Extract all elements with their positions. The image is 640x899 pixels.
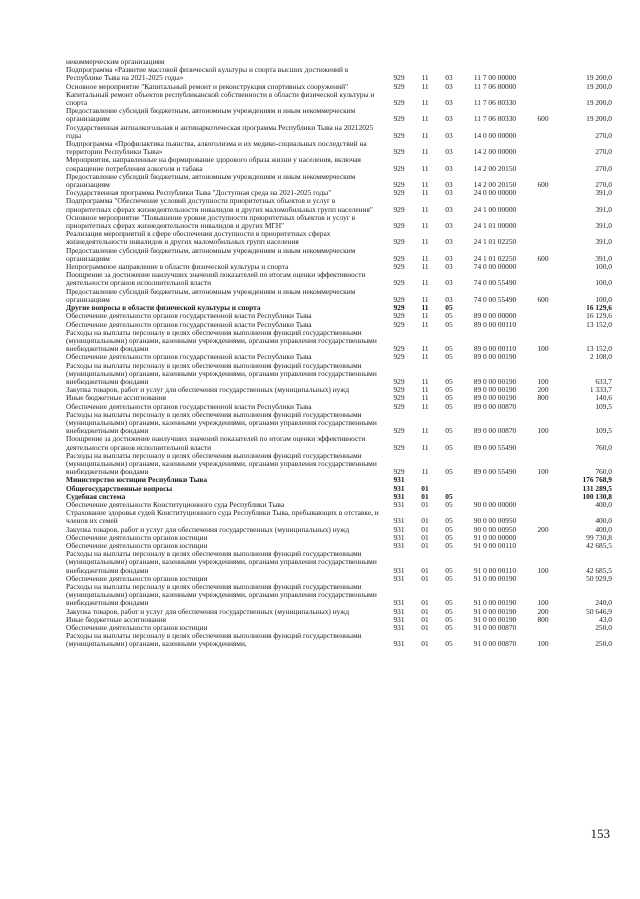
row-name: Подпрограмма "Обеспечение условий доступности приоритетных объектов и услуг в приоритетных сферах жизнедеятельности инвалидов и других маломобильных групп населения" xyxy=(66,196,373,214)
cell-amount: 50 646,9 xyxy=(586,606,612,616)
cell-target-article: 89 0 00 00190 xyxy=(473,393,517,403)
table-row xyxy=(66,140,612,156)
row-name: Обеспечение деятельности органов государственной власти Республики Тыва xyxy=(66,311,312,321)
row-name: Страхование здоровья судей Конституционного суда Республики Тыва, пребывающих в отставке, и членов их семей xyxy=(66,508,379,526)
cell-ved-code: 929 xyxy=(393,376,405,386)
cell-amount: 2 108,0 xyxy=(589,352,612,362)
cell-target-article: 90 0 00 00950 xyxy=(473,516,517,526)
cell-amount: 391,0 xyxy=(595,237,612,247)
cell-target-article: 24 1 01 02250 xyxy=(473,253,517,263)
cell-section-code: 01 xyxy=(421,491,429,501)
cell-expense-type: 100 xyxy=(537,344,549,354)
budget-table xyxy=(66,58,612,649)
table-row xyxy=(66,156,612,172)
table-row xyxy=(66,91,612,107)
cell-subsection-code: 05 xyxy=(445,623,453,633)
row-name: Закупка товаров, работ и услуг для обеспечения государственных (муниципальных) нужд xyxy=(66,606,350,616)
table-row xyxy=(66,452,612,477)
row-name: Закупка товаров, работ и услуг для обеспечения государственных (муниципальных) нужд xyxy=(66,524,350,534)
cell-expense-type: 200 xyxy=(537,606,549,616)
row-name: Расходы на выплаты персоналу в целях обеспечения выполнения функций государственными (муниципальными) органами, казенными учреждениями, органами управления государственными внебюджетными фондами xyxy=(66,360,377,386)
cell-target-article: 89 0 00 00190 xyxy=(473,352,517,362)
cell-amount: 270,0 xyxy=(595,180,612,190)
cell-section-code: 11 xyxy=(421,73,429,83)
cell-target-article: 74 0 00 55490 xyxy=(473,278,517,288)
row-name: некоммерческим организациям xyxy=(66,57,165,66)
cell-ved-code: 929 xyxy=(393,73,405,83)
cell-subsection-code: 03 xyxy=(445,237,453,247)
table-row xyxy=(66,247,612,263)
row-name: Расходы на выплаты персоналу в целях обеспечения выполнения функций государственными (муниципальными) органами, казенными учреждениями, xyxy=(66,631,362,649)
table-row xyxy=(66,173,612,189)
cell-ved-code: 931 xyxy=(393,639,405,649)
cell-section-code: 11 xyxy=(421,401,429,411)
cell-amount: 109,5 xyxy=(595,401,612,411)
cell-section-code: 11 xyxy=(421,385,429,395)
cell-subsection-code: 03 xyxy=(445,221,453,231)
cell-section-code: 11 xyxy=(421,426,429,436)
cell-section-code: 11 xyxy=(421,311,429,321)
cell-amount: 42 685,5 xyxy=(586,565,612,575)
cell-ved-code: 929 xyxy=(393,385,405,395)
cell-subsection-code: 03 xyxy=(445,253,453,263)
row-name: Поощрение за достижение наилучших значений показателей по итогам оценки эффективности деятельности органов исполнительной власти xyxy=(66,434,366,452)
cell-ved-code: 931 xyxy=(393,598,405,608)
row-name: Расходы на выплаты персоналу в целях обеспечения выполнения функций государственными (муниципальными) органами, казенными учреждениями, органами управления государственными внебюджетными фондами xyxy=(66,450,377,477)
cell-target-article: 90 0 00 00000 xyxy=(473,499,517,509)
cell-section-code: 11 xyxy=(421,237,429,247)
row-name: Закупка товаров, работ и услуг для обеспечения государственных (муниципальных) нужд xyxy=(66,385,350,395)
cell-target-article: 14 0 00 00000 xyxy=(473,130,517,140)
cell-subsection-code: 05 xyxy=(445,442,453,452)
cell-expense-type: 100 xyxy=(537,565,549,575)
cell-amount: 1 333,7 xyxy=(589,385,612,395)
cell-target-article: 11 7 06 00330 xyxy=(473,114,517,124)
cell-target-article: 89 0 00 00190 xyxy=(473,385,517,395)
cell-subsection-code: 03 xyxy=(445,130,453,140)
cell-subsection-code: 05 xyxy=(445,540,453,550)
cell-amount: 391,0 xyxy=(595,204,612,214)
cell-expense-type: 800 xyxy=(537,393,549,403)
cell-expense-type: 200 xyxy=(537,524,549,534)
table-row xyxy=(66,509,612,525)
table-row xyxy=(66,329,612,354)
cell-subsection-code: 05 xyxy=(445,499,453,509)
cell-ved-code: 931 xyxy=(393,475,405,485)
cell-target-article: 14 2 00 20150 xyxy=(473,180,517,190)
cell-ved-code: 931 xyxy=(393,483,405,493)
row-name: Реализация мероприятий в сфере обеспечения доступности в приоритетных сферах жизнедеятельности инвалидов и других маломобильных групп населения xyxy=(66,229,331,247)
cell-section-code: 11 xyxy=(421,376,429,386)
row-name: Обеспечение деятельности органов юстиции xyxy=(66,623,208,633)
cell-subsection-code: 05 xyxy=(445,376,453,386)
row-name: Предоставление субсидий бюджетным, автономным учреждениям и иным некоммерческим организациям xyxy=(66,171,356,190)
cell-ved-code: 929 xyxy=(393,311,405,321)
cell-target-article: 91 0 00 00190 xyxy=(473,614,517,624)
cell-ved-code: 931 xyxy=(393,540,405,550)
cell-subsection-code: 05 xyxy=(445,606,453,616)
cell-subsection-code: 03 xyxy=(445,204,453,214)
cell-subsection-code: 05 xyxy=(445,491,453,501)
row-name: Иные бюджетные ассигнования xyxy=(66,614,167,624)
cell-amount: 391,0 xyxy=(595,221,612,231)
cell-expense-type: 100 xyxy=(537,598,549,608)
cell-section-code: 11 xyxy=(421,303,429,313)
cell-amount: 391,0 xyxy=(595,188,612,198)
cell-amount: 50 929,9 xyxy=(586,573,612,583)
cell-target-article: 24 0 00 00000 xyxy=(473,188,517,198)
cell-ved-code: 931 xyxy=(393,491,405,501)
cell-amount: 100 130,8 xyxy=(582,491,612,501)
cell-amount: 391,0 xyxy=(595,253,612,263)
cell-subsection-code: 03 xyxy=(445,73,453,83)
cell-ved-code: 931 xyxy=(393,499,405,509)
row-name: Обеспечение деятельности органов юстиции xyxy=(66,532,208,542)
cell-expense-type: 800 xyxy=(537,614,549,624)
table-row xyxy=(66,66,612,82)
row-name: Основное мероприятие "Капитальный ремонт и реконструкция спортивных сооружений" xyxy=(66,81,349,91)
cell-subsection-code: 03 xyxy=(445,114,453,124)
table-row xyxy=(66,107,612,123)
cell-target-article: 90 0 00 00950 xyxy=(473,524,517,534)
cell-subsection-code: 05 xyxy=(445,614,453,624)
cell-ved-code: 929 xyxy=(393,319,405,329)
cell-target-article: 91 0 00 00870 xyxy=(473,623,517,633)
row-name: Подпрограмма «Развитие массовой физической культуры и спорта высших достижений в Республике Тыва на 2021-2025 годы» xyxy=(66,65,349,83)
row-name: Другие вопросы в области физической культуры и спорта xyxy=(66,303,261,313)
cell-amount: 19 200,0 xyxy=(586,73,612,83)
cell-subsection-code: 05 xyxy=(445,524,453,534)
cell-target-article: 89 0 00 00870 xyxy=(473,426,517,436)
cell-subsection-code: 03 xyxy=(445,188,453,198)
cell-amount: 13 152,0 xyxy=(586,344,612,354)
cell-amount: 400,0 xyxy=(595,499,612,509)
cell-subsection-code: 05 xyxy=(445,385,453,395)
row-name: Обеспечение деятельности органов государственной власти Республики Тыва xyxy=(66,352,312,362)
cell-section-code: 11 xyxy=(421,467,429,477)
cell-section-code: 11 xyxy=(421,262,429,272)
cell-amount: 13 152,0 xyxy=(586,319,612,329)
cell-amount: 270,0 xyxy=(595,147,612,157)
cell-section-code: 11 xyxy=(421,147,429,157)
cell-section-code: 01 xyxy=(421,516,429,526)
cell-amount: 400,0 xyxy=(595,524,612,534)
cell-ved-code: 929 xyxy=(393,294,405,304)
cell-ved-code: 929 xyxy=(393,204,405,214)
cell-ved-code: 931 xyxy=(393,532,405,542)
cell-target-article: 89 0 00 00110 xyxy=(473,319,517,329)
table-row xyxy=(66,288,612,304)
cell-subsection-code: 05 xyxy=(445,401,453,411)
cell-section-code: 01 xyxy=(421,614,429,624)
cell-ved-code: 929 xyxy=(393,352,405,362)
table-row xyxy=(66,271,612,287)
cell-section-code: 01 xyxy=(421,598,429,608)
row-name: Расходы на выплаты персоналу в целях обеспечения выполнения функций государственными (муниципальными) органами, казенными учреждениями, органами управления государственными внебюджетными фондами xyxy=(66,327,377,354)
cell-expense-type: 600 xyxy=(537,180,549,190)
table-row xyxy=(66,485,612,493)
cell-section-code: 01 xyxy=(421,540,429,550)
cell-ved-code: 929 xyxy=(393,188,405,198)
row-name: Обеспечение деятельности органов государственной власти Республики Тыва xyxy=(66,319,312,329)
table-row xyxy=(66,632,612,648)
cell-section-code: 11 xyxy=(421,98,429,108)
cell-ved-code: 929 xyxy=(393,344,405,354)
cell-section-code: 11 xyxy=(421,163,429,173)
cell-subsection-code: 03 xyxy=(445,163,453,173)
cell-ved-code: 929 xyxy=(393,130,405,140)
cell-section-code: 11 xyxy=(421,180,429,190)
cell-section-code: 11 xyxy=(421,352,429,362)
cell-target-article: 91 0 00 00000 xyxy=(473,532,517,542)
row-name: Иные бюджетные ассигнования xyxy=(66,393,167,403)
cell-subsection-code: 05 xyxy=(445,311,453,321)
cell-amount: 760,0 xyxy=(595,467,612,477)
row-name: Обеспечение деятельности органов юстиции xyxy=(66,573,208,583)
cell-section-code: 11 xyxy=(421,204,429,214)
cell-target-article: 91 0 00 00190 xyxy=(473,573,517,583)
cell-subsection-code: 05 xyxy=(445,639,453,649)
cell-ved-code: 929 xyxy=(393,303,405,313)
table-row xyxy=(66,362,612,387)
cell-ved-code: 931 xyxy=(393,573,405,583)
cell-target-article: 89 0 00 00190 xyxy=(473,376,517,386)
cell-ved-code: 931 xyxy=(393,606,405,616)
table-row xyxy=(66,550,612,575)
row-name: Основное мероприятие "Повышение уровня доступности приоритетных объектов и услуг в приоритетных сферах жизнедеятельности инвалидов и других МГН" xyxy=(66,212,356,231)
cell-amount: 760,0 xyxy=(595,442,612,452)
cell-amount: 400,0 xyxy=(595,516,612,526)
cell-amount: 100,0 xyxy=(595,294,612,304)
cell-subsection-code: 05 xyxy=(445,319,453,329)
table-row xyxy=(66,214,612,230)
cell-target-article: 89 0 00 55490 xyxy=(473,442,517,452)
cell-subsection-code: 05 xyxy=(445,598,453,608)
table-row xyxy=(66,411,612,436)
cell-ved-code: 931 xyxy=(393,614,405,624)
cell-amount: 99 730,8 xyxy=(586,532,612,542)
cell-subsection-code: 05 xyxy=(445,303,453,313)
cell-amount: 16 129,6 xyxy=(586,303,612,313)
cell-target-article: 91 0 00 00190 xyxy=(473,598,517,608)
cell-expense-type: 100 xyxy=(537,376,549,386)
row-name: Предоставление субсидий бюджетным, автономным учреждениям и иным некоммерческим организациям xyxy=(66,106,356,124)
cell-subsection-code: 05 xyxy=(445,532,453,542)
cell-target-article: 24 1 00 00000 xyxy=(473,204,517,214)
cell-ved-code: 929 xyxy=(393,147,405,157)
cell-section-code: 01 xyxy=(421,532,429,542)
row-name: Государственная антиалкогольная и антинаркотическая программа Республики Тыва на 20212025 годы xyxy=(66,122,374,140)
row-name: Государственная программа Республики Тыва "Доступная среда на 2021-2025 годы" xyxy=(66,188,332,198)
row-name: Непрограммное направление в области физической культуры и спорта xyxy=(66,262,289,272)
cell-amount: 100,0 xyxy=(595,278,612,288)
cell-subsection-code: 03 xyxy=(445,278,453,288)
cell-amount: 250,0 xyxy=(595,639,612,649)
row-name: Капитальный ремонт объектов республиканской собственности в области физической культуры и спорта xyxy=(66,89,375,108)
cell-target-article: 11 7 06 00000 xyxy=(473,81,517,91)
cell-ved-code: 929 xyxy=(393,114,405,124)
cell-subsection-code: 03 xyxy=(445,147,453,157)
cell-target-article: 91 0 00 00870 xyxy=(473,639,517,649)
cell-amount: 109,5 xyxy=(595,426,612,436)
row-name: Предоставление субсидий бюджетным, автономным учреждениям и иным некоммерческим организациям xyxy=(66,245,356,263)
cell-subsection-code: 05 xyxy=(445,352,453,362)
cell-expense-type: 100 xyxy=(537,467,549,477)
row-name: Мероприятия, направленные на формирование здорового образа жизни у населения, включая сокращение потребления алкоголя и табака xyxy=(66,155,361,173)
cell-section-code: 01 xyxy=(421,606,429,616)
cell-amount: 140,6 xyxy=(595,393,612,403)
row-name: Министерство юстиции Республики Тыва xyxy=(66,475,208,485)
row-name: Поощрение за достижение наилучших значений показателей по итогам оценки эффективности деятельности органов исполнительной власти xyxy=(66,270,366,288)
cell-target-article: 91 0 00 00110 xyxy=(473,565,517,575)
cell-section-code: 11 xyxy=(421,393,429,403)
row-name: Обеспечение деятельности органов государственной власти Республики Тыва xyxy=(66,401,312,411)
cell-ved-code: 929 xyxy=(393,221,405,231)
cell-section-code: 11 xyxy=(421,294,429,304)
cell-target-article: 11 7 06 00330 xyxy=(473,98,517,108)
cell-amount: 100,0 xyxy=(595,262,612,272)
cell-ved-code: 929 xyxy=(393,426,405,436)
table-row xyxy=(66,583,612,608)
cell-ved-code: 929 xyxy=(393,278,405,288)
cell-subsection-code: 05 xyxy=(445,426,453,436)
cell-subsection-code: 05 xyxy=(445,344,453,354)
row-name: Обеспечение деятельности органов юстиции xyxy=(66,540,208,550)
table-row xyxy=(66,230,612,246)
cell-amount: 19 200,0 xyxy=(586,81,612,91)
cell-section-code: 11 xyxy=(421,114,429,124)
cell-ved-code: 929 xyxy=(393,262,405,272)
cell-target-article: 89 0 00 00870 xyxy=(473,401,517,411)
cell-expense-type: 600 xyxy=(537,294,549,304)
cell-ved-code: 929 xyxy=(393,237,405,247)
cell-subsection-code: 03 xyxy=(445,81,453,91)
row-name: Обеспечение деятельности Конституционного суда Республики Тыва xyxy=(66,499,285,509)
cell-target-article: 14 2 00 00000 xyxy=(473,147,517,157)
cell-target-article: 24 1 01 02250 xyxy=(473,237,517,247)
cell-expense-type: 100 xyxy=(537,639,549,649)
cell-amount: 250,0 xyxy=(595,623,612,633)
cell-ved-code: 929 xyxy=(393,163,405,173)
cell-target-article: 89 0 00 00110 xyxy=(473,344,517,354)
cell-ved-code: 929 xyxy=(393,393,405,403)
cell-subsection-code: 05 xyxy=(445,565,453,575)
cell-ved-code: 931 xyxy=(393,524,405,534)
cell-subsection-code: 05 xyxy=(445,393,453,403)
cell-subsection-code: 03 xyxy=(445,294,453,304)
row-name: Общегосударственные вопросы xyxy=(66,483,173,493)
cell-section-code: 01 xyxy=(421,573,429,583)
cell-section-code: 11 xyxy=(421,221,429,231)
cell-section-code: 11 xyxy=(421,442,429,452)
cell-ved-code: 929 xyxy=(393,180,405,190)
cell-section-code: 11 xyxy=(421,344,429,354)
cell-amount: 270,0 xyxy=(595,130,612,140)
cell-expense-type: 200 xyxy=(537,385,549,395)
cell-expense-type: 100 xyxy=(537,426,549,436)
cell-amount: 19 200,0 xyxy=(586,114,612,124)
cell-subsection-code: 05 xyxy=(445,467,453,477)
row-name: Подпрограмма «Профилактика пьянства, алкоголизма и их медико-социальных последствий на территории Республики Тыва» xyxy=(66,139,367,157)
cell-amount: 16 129,6 xyxy=(586,311,612,321)
row-name: Предоставление субсидий бюджетным, автономным учреждениям и иным некоммерческим организациям xyxy=(66,286,356,304)
table-row xyxy=(66,124,612,140)
table-row xyxy=(66,197,612,213)
cell-target-article: 24 1 01 00000 xyxy=(473,221,517,231)
cell-amount: 633,7 xyxy=(595,376,612,386)
cell-ved-code: 929 xyxy=(393,253,405,263)
cell-subsection-code: 03 xyxy=(445,98,453,108)
cell-target-article: 91 0 00 00190 xyxy=(473,606,517,616)
cell-amount: 176 768,9 xyxy=(582,475,612,485)
cell-target-article: 89 0 00 55490 xyxy=(473,467,517,477)
cell-ved-code: 929 xyxy=(393,442,405,452)
table-row xyxy=(66,435,612,451)
cell-target-article: 11 7 00 00000 xyxy=(473,73,517,83)
cell-section-code: 11 xyxy=(421,253,429,263)
cell-target-article: 91 0 00 00110 xyxy=(473,540,517,550)
cell-target-article: 89 0 00 00000 xyxy=(473,311,517,321)
cell-ved-code: 929 xyxy=(393,98,405,108)
row-name: Расходы на выплаты персоналу в целях обеспечения выполнения функций государственными (муниципальными) органами, казенными учреждениями, органами управления государственными внебюджетными фондами xyxy=(66,582,377,608)
cell-target-article: 14 2 00 20150 xyxy=(473,163,517,173)
cell-ved-code: 929 xyxy=(393,401,405,411)
cell-section-code: 11 xyxy=(421,319,429,329)
cell-amount: 131 289,5 xyxy=(582,483,612,493)
cell-ved-code: 931 xyxy=(393,516,405,526)
cell-section-code: 01 xyxy=(421,483,429,493)
cell-section-code: 01 xyxy=(421,565,429,575)
cell-subsection-code: 05 xyxy=(445,573,453,583)
cell-expense-type: 600 xyxy=(537,253,549,263)
cell-ved-code: 931 xyxy=(393,565,405,575)
row-name: Расходы на выплаты персоналу в целях обеспечения выполнения функций государственными (муниципальными) органами, казенными учреждениями, органами управления государственными внебюджетными фондами xyxy=(66,549,377,575)
row-name: Судебная система xyxy=(66,491,126,501)
cell-section-code: 11 xyxy=(421,130,429,140)
cell-subsection-code: 05 xyxy=(445,516,453,526)
cell-section-code: 01 xyxy=(421,623,429,633)
cell-subsection-code: 03 xyxy=(445,180,453,190)
cell-amount: 43,0 xyxy=(599,614,612,624)
cell-section-code: 11 xyxy=(421,81,429,91)
cell-section-code: 01 xyxy=(421,639,429,649)
cell-section-code: 01 xyxy=(421,499,429,509)
cell-ved-code: 931 xyxy=(393,623,405,633)
cell-section-code: 11 xyxy=(421,278,429,288)
cell-section-code: 01 xyxy=(421,524,429,534)
cell-ved-code: 929 xyxy=(393,81,405,91)
cell-target-article: 74 0 00 55490 xyxy=(473,294,517,304)
cell-target-article: 74 0 00 00000 xyxy=(473,262,517,272)
cell-amount: 270,0 xyxy=(595,163,612,173)
cell-amount: 19 200,0 xyxy=(586,98,612,108)
cell-amount: 42 685,5 xyxy=(586,540,612,550)
row-name: Расходы на выплаты персоналу в целях обеспечения выполнения функций государственными (муниципальными) органами, казенными учреждениями, органами управления государственными внебюджетными фондами xyxy=(66,409,377,436)
cell-amount: 240,0 xyxy=(595,598,612,608)
cell-section-code: 11 xyxy=(421,188,429,198)
cell-expense-type: 600 xyxy=(537,114,549,124)
cell-ved-code: 929 xyxy=(393,467,405,477)
page-number: 153 xyxy=(590,826,610,841)
cell-subsection-code: 03 xyxy=(445,262,453,272)
